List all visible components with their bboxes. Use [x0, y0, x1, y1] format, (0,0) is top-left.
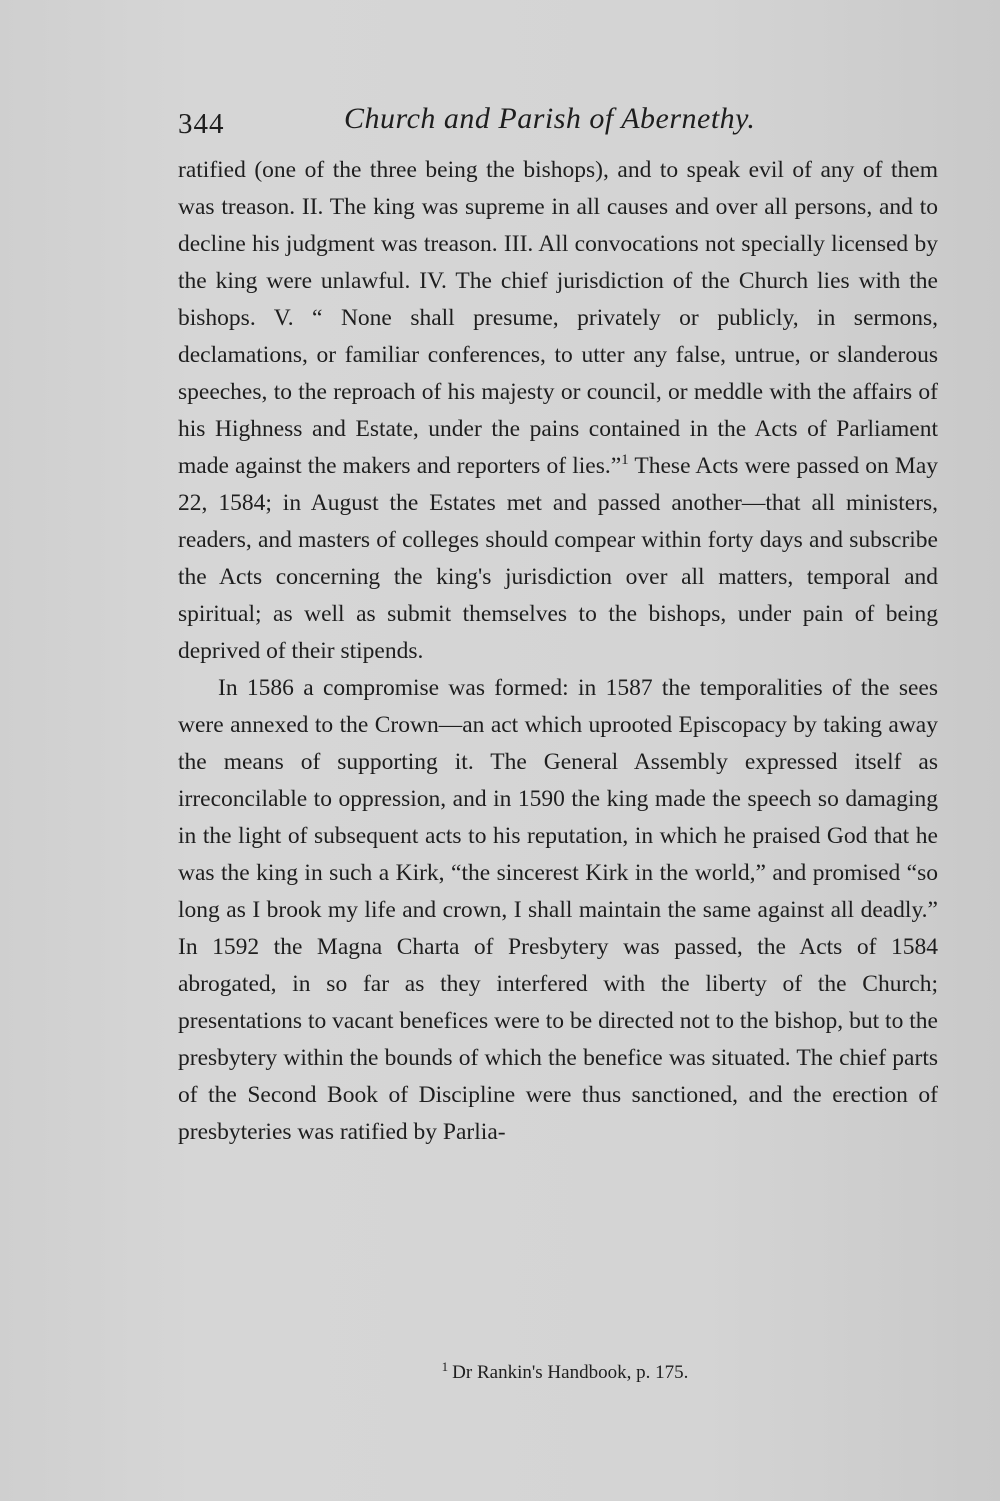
- paragraph-1-text-end: These Acts were passed on May 22, 1584; in August the Estates met and passed another—that all ministers, readers, and masters of colleges should compear within forty days and subscribe the Acts concerning the king's jurisdiction over all matters, temporal and spiritual; as well as submit themselves to the bishops, under pain of being deprived of their stipends.: [178, 453, 939, 664]
- paragraph-1: [178, 152, 938, 670]
- page-header: [178, 100, 938, 150]
- page-number: 344: [178, 108, 225, 140]
- footnote: [0, 1358, 1000, 1384]
- paragraph-1-text-start: ratified (one of the three being the bishops), and to speak evil of any of them was treason. II. The king was supreme in all causes and over all persons, and to decline his judgment was treason. III. All convocations not specially licensed by the king were unlawful. IV. The chief jurisdiction of the Church lies with the bishops. V. “ None shall presume, privately or publicly, in sermons, declamations, or familiar conferences, to utter any false, untrue, or slanderous speeches, to the reproach of his majesty or council, or meddle with the affairs of his Highness and Estate, under the pains contained in the Acts of Parliament made against the makers and reporters of lies.”: [178, 157, 938, 479]
- footnote-reference: 1: [621, 452, 629, 469]
- footnote-marker: 1: [441, 1358, 449, 1374]
- body-text: [178, 152, 938, 1151]
- running-title: Church and Parish of Abernethy.: [344, 102, 756, 135]
- paragraph-2: In 1586 a compromise was formed: in 1587 the temporalities of the sees were annexed to the Crown—an act which uprooted Episcopacy by taking away the means of supporting it. The General Assembly expressed itself as irreconcilable to oppression, and in 1590 the king made the speech so damaging in the light of subsequent acts to his reputation, in which he praised God that he was the king in such a Kirk, “the sincerest Kirk in the world,” and promised “so long as I brook my life and crown, I shall maintain the same against all deadly.” In 1592 the Magna Charta of Presbytery was passed, the Acts of 1584 abrogated, in so far as they interfered with the liberty of the Church; presentations to vacant benefices were to be directed not to the bishop, but to the presbytery within the bounds of which the benefice was situated. The chief parts of the Second Book of Discipline were thus sanctioned, and the erection of presbyteries was ratified by Parlia-: [178, 675, 938, 1145]
- footnote-text: Dr Rankin's Handbook, p. 175.: [452, 1362, 689, 1383]
